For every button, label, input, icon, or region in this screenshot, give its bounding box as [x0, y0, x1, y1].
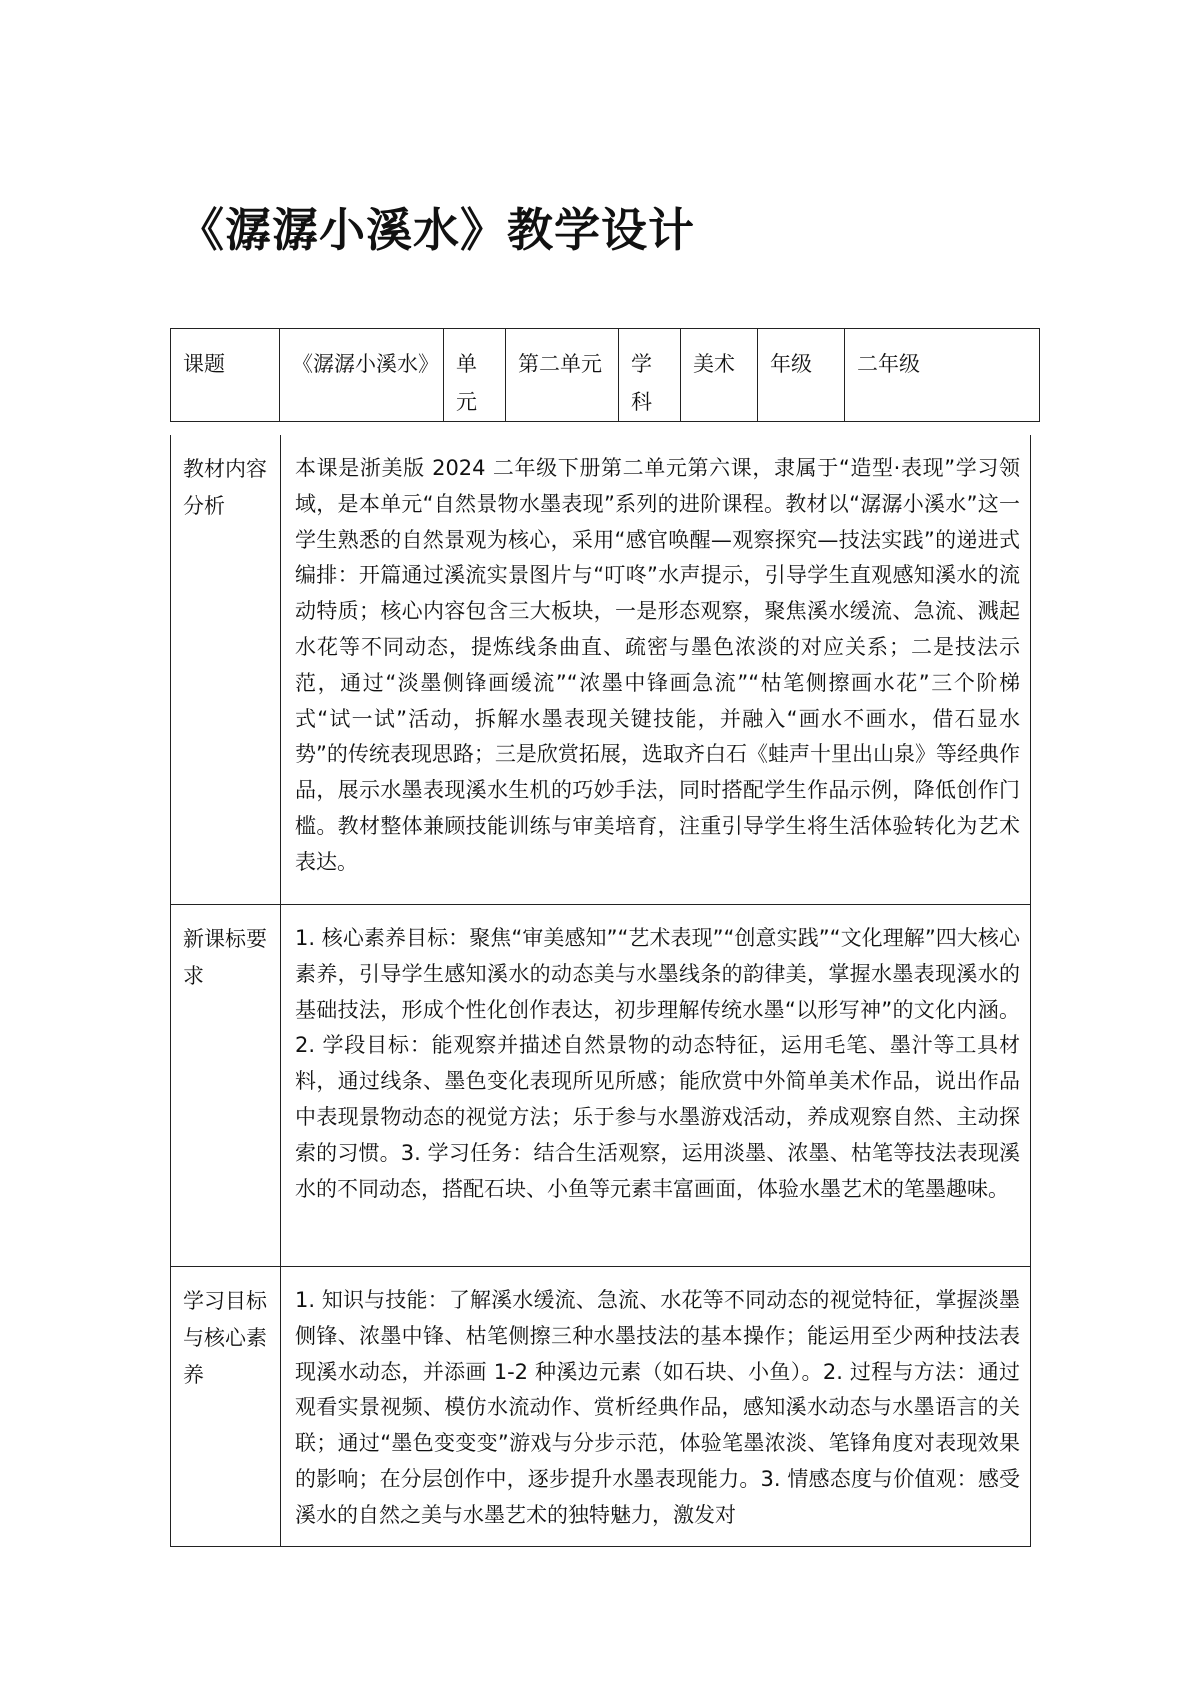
unit-value: 第二单元 — [506, 329, 619, 422]
unit-label: 单元 — [444, 329, 506, 422]
section-label: 学习目标与核心素养 — [171, 1267, 281, 1546]
subject-label: 学科 — [619, 329, 681, 422]
section-curriculum-requirements — [170, 905, 1031, 1267]
grade-label: 年级 — [758, 329, 845, 422]
info-table — [170, 328, 1040, 422]
grade-value: 二年级 — [845, 329, 1040, 422]
topic-label: 课题 — [171, 329, 280, 422]
subject-value: 美术 — [681, 329, 758, 422]
section-label: 教材内容分析 — [171, 435, 281, 904]
page-title: 《潺潺小溪水》教学设计 — [178, 203, 695, 257]
section-label: 新课标要求 — [171, 905, 281, 1266]
section-text: 1. 知识与技能：了解溪水缓流、急流、水花等不同动态的视觉特征，掌握淡墨侧锋、浓墨中锋、枯笔侧擦三种水墨技法的基本操作；能运用至少两种技法表现溪水动态，并添画 1-2 种溪边元素（如石块、小鱼）。2. 过程与方法：通过观看实景视频、模仿水流动作、赏析经典作品，感知溪水动态与水墨语言的关联；通过“墨色变变变”游戏与分步示范，体验笔墨浓淡、笔锋角度对表现效果的影响；在分层创作中，逐步提升水墨表现能力。3. 情感态度与价值观：感受溪水的自然之美与水墨艺术的独特魅力，激发对 — [295, 1288, 1020, 1527]
section-text: 1. 核心素养目标：聚焦“审美感知”“艺术表现”“创意实践”“文化理解”四大核心素养，引导学生感知溪水的动态美与水墨线条的韵律美，掌握水墨表现溪水的基础技法，形成个性化创作表达，初步理解传统水墨“以形写神”的文化内涵。2. 学段目标：能观察并描述自然景物的动态特征，运用毛笔、墨汁等工具材料，通过线条、墨色变化表现所见所感；能欣赏中外简单美术作品，说出作品中表现景物动态的视觉方法；乐于参与水墨游戏活动，养成观察自然、主动探索的习惯。3. 学习任务：结合生活观察，运用淡墨、浓墨、枯笔等技法表现溪水的不同动态，搭配石块、小鱼等元素丰富画面，体验水墨艺术的笔墨趣味。 — [295, 926, 1020, 1201]
section-learning-objectives — [170, 1267, 1031, 1547]
topic-value: 《潺潺小溪水》 — [280, 329, 444, 422]
section-textbook-analysis — [170, 435, 1031, 905]
section-text: 本课是浙美版 2024 二年级下册第二单元第六课，隶属于“造型·表现”学习领域，是本单元“自然景物水墨表现”系列的进阶课程。教材以“潺潺小溪水”这一学生熟悉的自然景观为核心，采用“感官唤醒—观察探究—技法实践”的递进式编排：开篇通过溪流实景图片与“叮咚”水声提示，引导学生直观感知溪水的流动特质；核心内容包含三大板块，一是形态观察，聚焦溪水缓流、急流、溅起水花等不同动态，提炼线条曲直、疏密与墨色浓淡的对应关系；二是技法示范，通过“淡墨侧锋画缓流”“浓墨中锋画急流”“枯笔侧擦画水花”三个阶梯式“试一试”活动，拆解水墨表现关键技能，并融入“画水不画水，借石显水势”的传统表现思路；三是欣赏拓展，选取齐白石《蛙声十里出山泉》等经典作品，展示水墨表现溪水生机的巧妙手法，同时搭配学生作品示例，降低创作门槛。教材整体兼顾技能训练与审美培育，注重引导学生将生活体验转化为艺术表达。 — [295, 456, 1020, 874]
